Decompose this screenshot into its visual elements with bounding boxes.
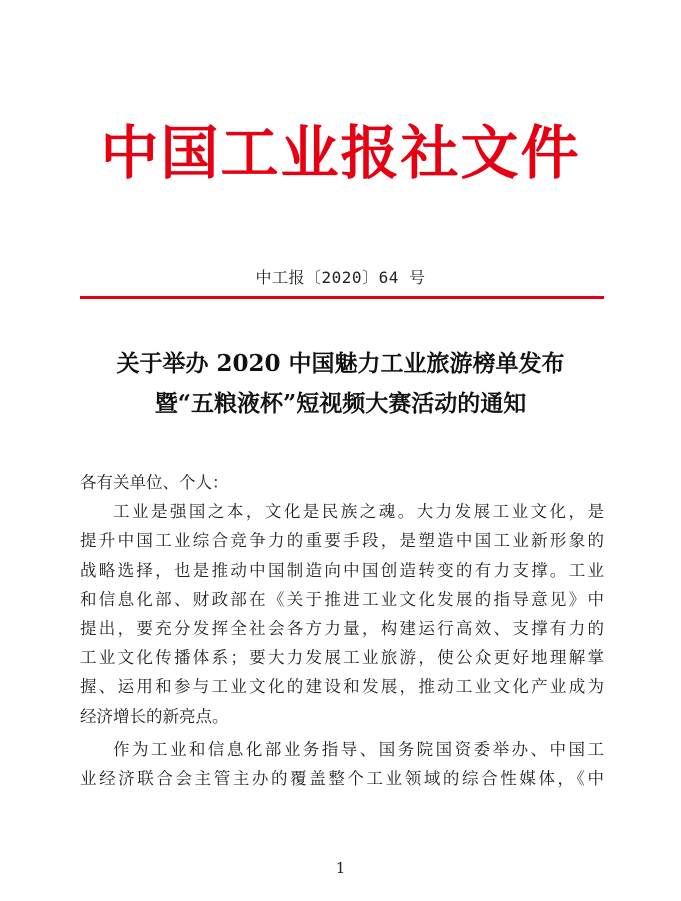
paragraph-1-line-8: 经济增长的新亮点。	[80, 706, 229, 726]
paragraph-1-line-6: 工业文化传播体系；要大力发展工业旅游，使公众更好地理解掌	[80, 648, 604, 668]
paragraph-1-line-1: 工业是强国之本，文化是民族之魂。大力发展工业文化，是	[113, 502, 604, 522]
paragraph-1-line-2: 提升中国工业综合竞争力的重要手段，是塑造中国工业新形象的	[80, 531, 604, 551]
paragraph-1-line-4: 和信息化部、财政部在《关于推进工业文化发展的指导意见》中	[80, 589, 604, 609]
paragraph-1	[80, 497, 604, 731]
notice-body	[80, 468, 604, 793]
notice-title	[0, 344, 681, 424]
document-number: 中工报〔2020〕64 号	[255, 268, 426, 287]
red-divider-rule	[80, 296, 604, 299]
paragraph-2-line-1: 作为工业和信息化部业务指导、国务院国资委举办、中国工	[113, 739, 604, 759]
paragraph-2-line-2: 业经济联合会主管主办的覆盖整个工业领域的综合性媒体，《中	[80, 769, 604, 789]
paragraph-1-line-5: 提出，要充分发挥全社会各方力量，构建运行高效、支撑有力的	[80, 619, 604, 639]
paragraph-1-line-7: 握、运用和参与工业文化的建设和发展，推动工业文化产业成为	[80, 677, 604, 697]
paragraph-2	[80, 735, 604, 793]
paragraph-1-line-3: 战略选择，也是推动中国制造向中国创造转变的有力支撑。工业	[80, 560, 604, 580]
notice-title-line-1: 关于举办 2020 中国魅力工业旅游榜单发布	[116, 350, 565, 377]
notice-title-line-2: 暨“五粮液杯”短视频大赛活动的通知	[154, 390, 527, 417]
page-number: 1	[335, 859, 346, 877]
document-header-title: 中国工业报社文件	[100, 119, 581, 187]
salutation: 各有关单位、个人：	[80, 473, 229, 492]
